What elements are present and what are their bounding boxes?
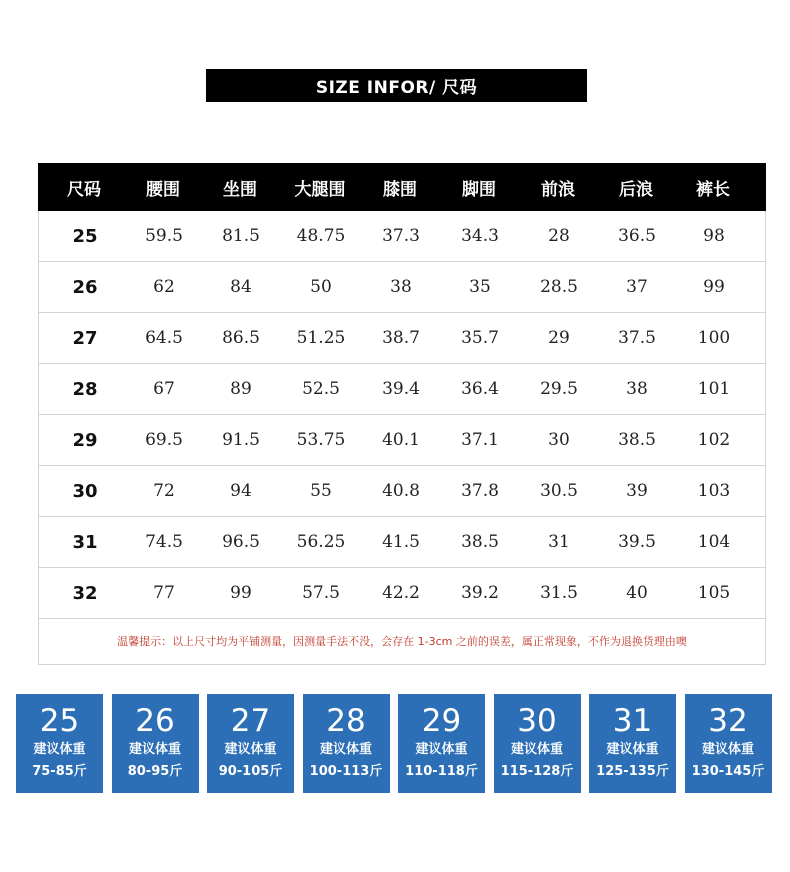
header-knee: 膝围 — [383, 179, 417, 200]
cell-size: 26 — [72, 276, 98, 298]
cell-front-rise: 30.5 — [540, 481, 578, 501]
card-label: 建议体重 — [701, 742, 754, 757]
header-waist: 腰围 — [146, 179, 180, 200]
weight-card — [16, 694, 103, 793]
cell-thigh: 57.5 — [302, 583, 340, 603]
cell-waist: 77 — [153, 583, 175, 603]
cell-hip: 81.5 — [222, 226, 260, 246]
cell-length: 99 — [703, 277, 725, 297]
cell-hip: 94 — [230, 481, 252, 501]
card-size: 29 — [421, 703, 462, 739]
cell-thigh: 53.75 — [296, 430, 346, 450]
cell-length: 98 — [703, 226, 725, 246]
card-size: 31 — [612, 703, 653, 739]
card-label: 建议体重 — [128, 742, 181, 757]
header-front-rise: 前浪 — [541, 179, 575, 200]
card-label: 建议体重 — [319, 742, 372, 757]
cell-front-rise: 28 — [548, 226, 570, 246]
cell-length: 105 — [697, 583, 731, 603]
card-label: 建议体重 — [415, 742, 468, 757]
cell-front-rise: 29 — [548, 328, 570, 348]
cell-back-rise: 39.5 — [618, 532, 656, 552]
cell-waist: 62 — [153, 277, 175, 297]
cell-knee: 40.8 — [382, 481, 420, 501]
measurement-note: 温馨提示：以上尺寸均为平铺测量，因测量手法不没，会存在 1-3cm 之前的误差，属正常现象，不作为退换货理由噢 — [117, 635, 687, 648]
cell-thigh: 48.75 — [296, 226, 346, 246]
cell-thigh: 51.25 — [296, 328, 346, 348]
cell-length: 103 — [697, 481, 731, 501]
card-label: 建议体重 — [33, 742, 86, 757]
header-size: 尺码 — [67, 179, 101, 200]
cell-leg-opening: 38.5 — [461, 532, 499, 552]
cell-waist: 59.5 — [145, 226, 183, 246]
cell-leg-opening: 35.7 — [461, 328, 499, 348]
cell-leg-opening: 36.4 — [461, 379, 499, 399]
cell-waist: 72 — [153, 481, 175, 501]
weight-card — [589, 694, 676, 793]
header-back-rise: 后浪 — [619, 179, 653, 200]
card-label: 建议体重 — [224, 742, 277, 757]
cell-length: 104 — [697, 532, 731, 552]
card-weight-range: 130-145斤 — [691, 764, 765, 779]
cell-length: 100 — [697, 328, 731, 348]
card-size: 27 — [230, 703, 271, 739]
card-weight-range: 90-105斤 — [218, 764, 283, 779]
cell-leg-opening: 39.2 — [461, 583, 499, 603]
card-weight-range: 80-95斤 — [127, 764, 183, 779]
card-size: 25 — [39, 703, 80, 739]
cell-back-rise: 38.5 — [618, 430, 656, 450]
table-row — [39, 415, 765, 466]
cell-back-rise: 37.5 — [618, 328, 656, 348]
table-header — [38, 163, 766, 211]
table-row — [39, 211, 765, 262]
cell-front-rise: 30 — [548, 430, 570, 450]
cell-hip: 84 — [230, 277, 252, 297]
size-info-title: SIZE INFOR/ 尺码 — [206, 69, 587, 102]
size-table — [38, 163, 766, 665]
cell-back-rise: 36.5 — [618, 226, 656, 246]
cell-size: 32 — [72, 582, 98, 604]
cell-hip: 86.5 — [222, 328, 260, 348]
weight-card — [303, 694, 390, 793]
cell-leg-opening: 37.8 — [461, 481, 499, 501]
cell-front-rise: 29.5 — [540, 379, 578, 399]
cell-back-rise: 37 — [626, 277, 648, 297]
card-label: 建议体重 — [606, 742, 659, 757]
cell-leg-opening: 34.3 — [461, 226, 499, 246]
table-row — [39, 466, 765, 517]
cell-knee: 41.5 — [382, 532, 420, 552]
card-size: 26 — [135, 703, 175, 739]
cell-thigh: 55 — [310, 481, 332, 501]
cell-knee: 40.1 — [382, 430, 420, 450]
card-size: 32 — [708, 703, 748, 739]
cell-hip: 96.5 — [222, 532, 260, 552]
cell-back-rise: 40 — [626, 583, 648, 603]
header-hip: 坐围 — [223, 179, 257, 200]
cell-knee: 37.3 — [382, 226, 420, 246]
weight-card — [494, 694, 581, 793]
cell-waist: 69.5 — [145, 430, 183, 450]
cell-front-rise: 28.5 — [540, 277, 578, 297]
card-label: 建议体重 — [510, 742, 563, 757]
weight-cards — [16, 694, 776, 794]
cell-size: 28 — [72, 378, 98, 400]
card-size: 30 — [517, 703, 557, 739]
weight-card — [398, 694, 485, 793]
table-row — [39, 364, 765, 415]
card-size: 28 — [326, 703, 366, 739]
table-row — [39, 517, 765, 568]
cell-size: 31 — [72, 531, 98, 553]
cell-size: 29 — [72, 429, 98, 451]
card-weight-range: 75-85斤 — [32, 764, 87, 779]
weight-card — [685, 694, 772, 793]
cell-knee: 39.4 — [382, 379, 420, 399]
cell-back-rise: 38 — [626, 379, 648, 399]
cell-hip: 99 — [230, 583, 252, 603]
cell-length: 102 — [697, 430, 731, 450]
card-weight-range: 115-128斤 — [500, 764, 574, 779]
table-row — [39, 262, 765, 313]
cell-hip: 91.5 — [222, 430, 260, 450]
cell-waist: 74.5 — [145, 532, 183, 552]
cell-leg-opening: 37.1 — [461, 430, 499, 450]
weight-card — [207, 694, 294, 793]
header-thigh: 大腿围 — [294, 179, 346, 200]
cell-size: 27 — [72, 327, 98, 349]
cell-thigh: 50 — [310, 277, 332, 297]
table-row — [39, 568, 765, 619]
cell-back-rise: 39 — [626, 481, 648, 501]
card-weight-range: 110-118斤 — [405, 764, 478, 779]
cell-size: 25 — [72, 225, 98, 247]
table-row — [39, 313, 765, 364]
cell-front-rise: 31 — [548, 532, 570, 552]
cell-hip: 89 — [230, 379, 252, 399]
cell-knee: 38.7 — [382, 328, 420, 348]
cell-waist: 64.5 — [145, 328, 183, 348]
weight-card — [112, 694, 199, 793]
card-weight-range: 100-113斤 — [309, 764, 383, 779]
cell-size: 30 — [72, 480, 98, 502]
cell-length: 101 — [697, 379, 731, 399]
cell-leg-opening: 35 — [469, 277, 491, 297]
header-leg-opening: 脚围 — [462, 179, 496, 200]
card-weight-range: 125-135斤 — [596, 764, 669, 779]
cell-knee: 38 — [390, 277, 412, 297]
cell-thigh: 52.5 — [302, 379, 340, 399]
cell-front-rise: 31.5 — [540, 583, 578, 603]
cell-knee: 42.2 — [382, 583, 420, 603]
header-length: 裤长 — [696, 179, 730, 200]
cell-waist: 67 — [153, 379, 175, 399]
cell-thigh: 56.25 — [296, 532, 346, 552]
